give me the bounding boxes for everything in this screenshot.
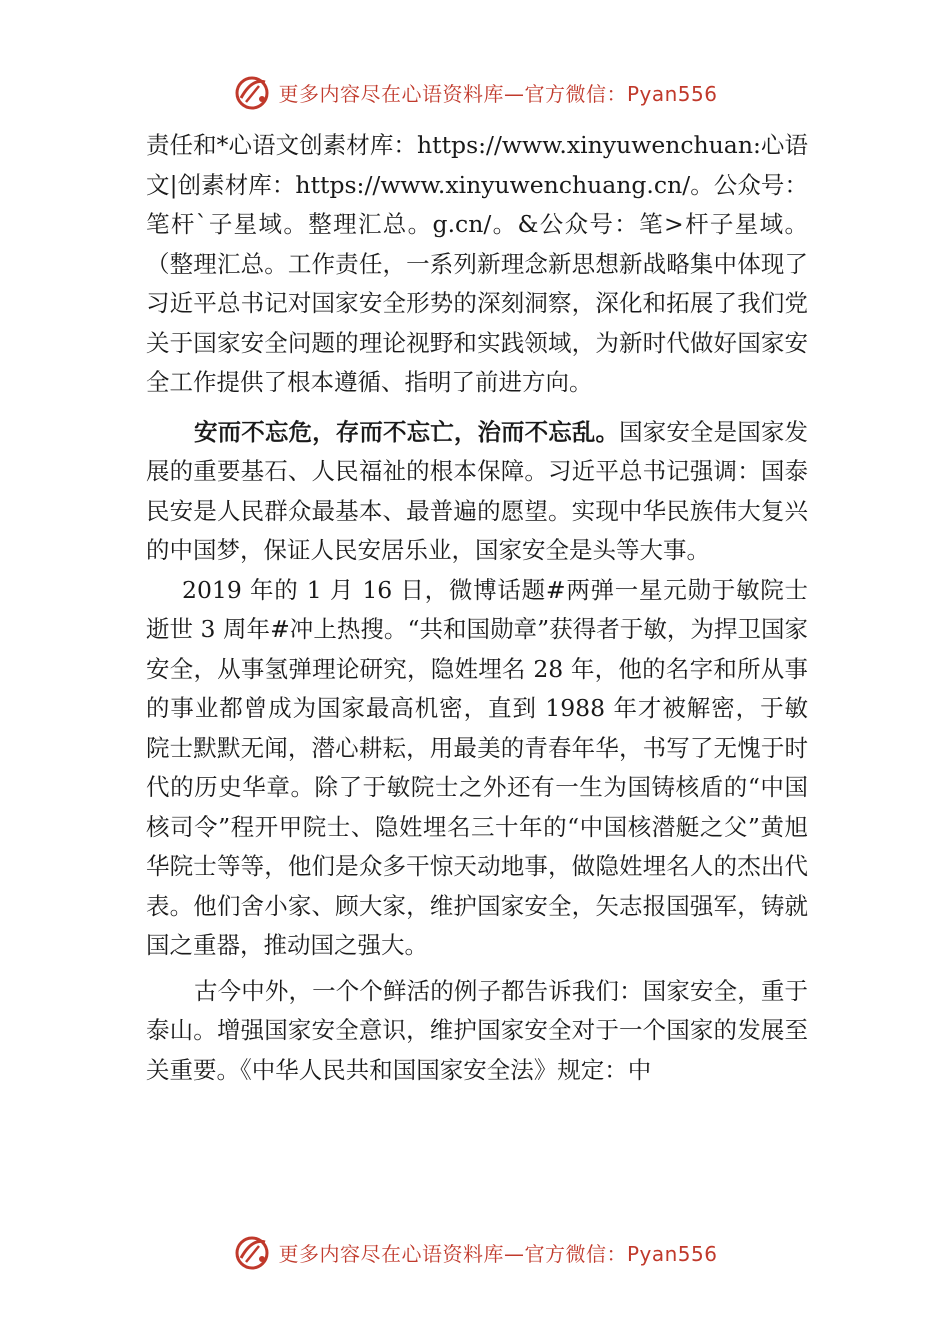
- paragraph-2: [146, 413, 808, 571]
- brand-logo-icon: [232, 1232, 272, 1272]
- paragraph-2-body: 国家安全是国家发展的重要基石、人民福祉的根本保障。习近平总书记强调：国泰民安是人民群众最基本、最普遍的愿望。实现中华民族伟大复兴的中国梦，保证人民安居乐业，国家安全是头等大事。: [146, 417, 809, 564]
- paragraph-3: 2019 年的 1 月 16 日，微博话题#两弹一星元勋于敏院士逝世 3 周年#冲上热搜。“共和国勋章”获得者于敏，为捍卫国家安全，从事氢弹理论研究，隐姓埋名 28 年，他的名字和所从事的事业都曾成为国家最高机密，直到 1988 年才被解密，于敏院士默默无闻，潜心耕耘，用最美的青春年华，书写了无愧于时代的历史华章。除了于敏院士之外还有一生为国铸核盾的“中国核司令”程开甲院士、隐姓埋名三十年的“中国核潜艇之父”黄旭华院士等等，他们是众多干惊天动地事，做隐姓埋名人的杰出代表。他们舍小家、顾大家，维护国家安全，矢志报国强军，铸就国之重器，推动国之强大。: [146, 575, 808, 959]
- paragraph-1: 责任和*心语文创素材库：https://www.xinyuwenchuan:心语文|创素材库：https://www.xinyuwenchuang.cn/。公众号：笔杆`子星域。整理汇总。g.cn/。&公众号：笔>杆子星域。（整理汇总。工作责任，一系列新理念新思想新战略集中体现了习近平总书记对国家安全形势的深刻洞察，深化和拓展了我们党关于国家安全问题的理论视野和实践领域，为新时代做好国家安全工作提供了根本遵循、指明了前进方向。: [146, 131, 808, 396]
- footer-watermark: [0, 1230, 950, 1274]
- document-body: [146, 126, 808, 1090]
- paragraph-4: 古今中外，一个个鲜活的例子都告诉我们：国家安全，重于泰山。增强国家安全意识，维护国家安全对于一个国家的发展至关重要。《中华人民共和国国家安全法》规定：中: [146, 976, 808, 1084]
- paragraph-2-lead: 安而不忘危，存而不忘亡，治而不忘乱。: [194, 417, 620, 446]
- header-watermark: [0, 70, 950, 114]
- watermark-text: 更多内容尽在心语资料库—官方微信：Pyan556: [278, 1241, 718, 1266]
- watermark-text: 更多内容尽在心语资料库—官方微信：Pyan556: [278, 81, 718, 106]
- brand-logo-icon: [232, 72, 272, 112]
